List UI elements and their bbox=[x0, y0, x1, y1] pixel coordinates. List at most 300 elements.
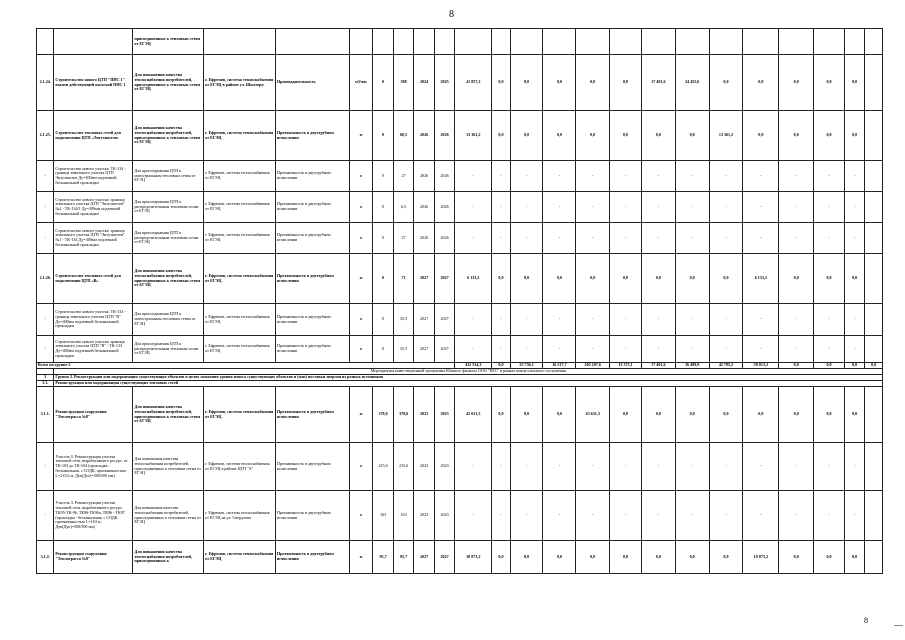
table-cell: 2023 bbox=[434, 443, 455, 491]
table-row bbox=[37, 304, 883, 336]
table-row bbox=[37, 55, 883, 111]
table-cell: 0 bbox=[373, 336, 394, 363]
table-cell: - bbox=[675, 223, 709, 254]
table-cell: - bbox=[510, 161, 543, 192]
table-cell: 2026 bbox=[414, 111, 435, 161]
table-row bbox=[37, 29, 883, 55]
table-cell: - bbox=[844, 192, 865, 223]
table-cell: - bbox=[543, 192, 576, 223]
table-cell: - bbox=[779, 336, 814, 363]
unit-cell: м bbox=[349, 491, 373, 541]
table-cell: 0,0 bbox=[779, 387, 814, 443]
row-number: - bbox=[37, 161, 54, 192]
table-cell: 0,0 bbox=[844, 111, 865, 161]
table-cell: 0,0 bbox=[814, 55, 845, 111]
table-cell: 2023 bbox=[434, 387, 455, 443]
unit-cell: м bbox=[349, 254, 373, 304]
table-cell: 0,0 bbox=[844, 541, 865, 574]
project-name: Строительство нового участка: граница земельного участка ЦТП "В" - ТК-133 Ду=400мм подземной бесканальной прокладки bbox=[54, 336, 133, 363]
table-cell: - bbox=[814, 161, 845, 192]
table-cell: 13 361,2 bbox=[709, 111, 743, 161]
table-cell: - bbox=[610, 192, 642, 223]
table-cell: - bbox=[543, 336, 576, 363]
parameter-cell: Протяженность в двухтрубном исчислении bbox=[275, 192, 349, 223]
table-cell: - bbox=[814, 336, 845, 363]
table-cell: 0,0 bbox=[510, 55, 543, 111]
table-cell: 0 bbox=[373, 111, 394, 161]
table-cell: 2027 bbox=[414, 254, 435, 304]
table-cell: 2027 bbox=[434, 304, 455, 336]
table-cell: - bbox=[709, 443, 743, 491]
purpose-cell: Для повышения качества теплоснабжения потребителей, присоединенных к тепловым сетям от ЕГЭЦ bbox=[133, 491, 204, 541]
total-cost-cell: 43 631,3 bbox=[455, 387, 492, 443]
unit-cell: м bbox=[349, 161, 373, 192]
table-cell: 0,0 bbox=[492, 387, 510, 443]
group-number: 3 bbox=[37, 375, 54, 381]
total-cost-cell: - bbox=[455, 223, 492, 254]
project-name: Строительство нового участка: ТК-134 - граница земельного участка ЦТП Энтузиастов Ду=300мм подземной бесканальной прокладки bbox=[54, 161, 133, 192]
table-cell: 0,0 bbox=[709, 387, 743, 443]
parameter-cell: Протяженность в двухтрубном исчислении bbox=[275, 491, 349, 541]
table-cell: 215,6 bbox=[393, 443, 414, 491]
table-cell: 0,0 bbox=[543, 387, 576, 443]
project-name: Участок 3. Реконструкция участка тепловой сети, выработавшего ресурс: ТК95-ТК-96, ТК96-ТК96а, ТК96 - ТК97 (прокладка - бесканальная, с СОДК, протяженностью L=163 м, Дув(Дуо)=500/500 мм) bbox=[54, 491, 133, 541]
row-number: 2.1.26. bbox=[37, 254, 54, 304]
table-cell: 17 401,6 bbox=[641, 55, 675, 111]
table-cell: 0,0 bbox=[743, 111, 779, 161]
table-cell: - bbox=[576, 192, 610, 223]
table-cell: - bbox=[543, 491, 576, 541]
table-cell: 0,0 bbox=[779, 111, 814, 161]
table-cell: 0,0 bbox=[641, 541, 675, 574]
page-number-bottom: 8 bbox=[864, 616, 868, 625]
table-cell: 0,0 bbox=[814, 387, 845, 443]
parameter-cell: Протяженность в двухтрубном исчислении bbox=[275, 161, 349, 192]
table-cell: 0,0 bbox=[510, 387, 543, 443]
table-cell: - bbox=[779, 223, 814, 254]
purpose-cell: Для повышения качества теплоснабжения потребителей, присоединенных к тепловым сетям от ЕГЭЦ bbox=[133, 55, 204, 111]
table-cell: 0,0 bbox=[675, 541, 709, 574]
table-cell: - bbox=[610, 336, 642, 363]
unit-cell: м3/час bbox=[349, 55, 373, 111]
table-cell: 2027 bbox=[414, 336, 435, 363]
row-number: - bbox=[37, 304, 54, 336]
table-cell: 0,0 bbox=[641, 111, 675, 161]
table-cell: - bbox=[709, 223, 743, 254]
table-cell: 0,0 bbox=[844, 387, 865, 443]
project-name: Реконструкция сооружения "Теплотрасса №8" bbox=[54, 541, 133, 574]
location-cell: г. Ефремов, система теплоснабжения от ЕГЭЦ bbox=[204, 541, 276, 574]
unit-cell: м bbox=[349, 541, 373, 574]
parameter-cell: Протяженность в двухтрубном исчислении bbox=[275, 111, 349, 161]
total-cost-cell: - bbox=[455, 491, 492, 541]
table-cell: 27 bbox=[393, 161, 414, 192]
table-cell: - bbox=[844, 304, 865, 336]
table-cell: 2024 bbox=[414, 55, 435, 111]
table-cell: - bbox=[576, 443, 610, 491]
row-number: - bbox=[37, 491, 54, 541]
table-cell: 0,0 bbox=[641, 254, 675, 304]
table-cell: 13 373,1 bbox=[610, 363, 642, 369]
table-cell: 58 013,2 bbox=[743, 363, 779, 369]
table-row bbox=[37, 387, 883, 443]
group-number: 3.1. bbox=[37, 381, 54, 387]
concession-note: Мероприятия инвестиционной программы Южного филиала ООО "КЕС" в рамках концессионного соглашения bbox=[54, 369, 883, 375]
table-cell: 0,0 bbox=[779, 541, 814, 574]
table-cell: 2026 bbox=[434, 192, 455, 223]
table-cell: 0,0 bbox=[610, 254, 642, 304]
table-cell: 0,0 bbox=[814, 541, 845, 574]
total-cost-cell: 41 857,2 bbox=[455, 55, 492, 111]
table-cell: 0,0 bbox=[610, 387, 642, 443]
purpose-cell: Для повышения качества теплоснабжения потребителей, присоединенных к тепловым сетям от ЕГЭЦ bbox=[133, 387, 204, 443]
table-cell: 202 207,6 bbox=[576, 363, 610, 369]
table-cell: - bbox=[743, 161, 779, 192]
table-cell: 2027 bbox=[414, 304, 435, 336]
table-cell: - bbox=[709, 192, 743, 223]
table-cell: - bbox=[641, 223, 675, 254]
table-cell: 0,0 bbox=[510, 254, 543, 304]
table-cell: 2027 bbox=[434, 336, 455, 363]
table-cell: 16 517,7 bbox=[543, 363, 576, 369]
total-cost-cell: - bbox=[455, 336, 492, 363]
purpose-cell: Для повышения качества теплоснабжения потребителей, присоединенных к тепловым сетям от ЕГЭЦ bbox=[133, 254, 204, 304]
unit-cell: м bbox=[349, 443, 373, 491]
table-cell: 0,0 bbox=[814, 254, 845, 304]
table-row bbox=[37, 541, 883, 574]
page-number-top: 8 bbox=[449, 9, 454, 20]
table-cell: 163 bbox=[373, 491, 394, 541]
table-cell: 0 bbox=[373, 304, 394, 336]
parameter-cell: Протяженность в двухтрубном исчислении bbox=[275, 443, 349, 491]
table-cell: - bbox=[844, 336, 865, 363]
table-cell: 0,0 bbox=[492, 363, 510, 369]
table-cell: 2026 bbox=[414, 223, 435, 254]
unit-cell: м bbox=[349, 223, 373, 254]
table-cell: 95,7 bbox=[373, 541, 394, 574]
table-cell: 0,0 bbox=[610, 55, 642, 111]
table-cell: 0,0 bbox=[492, 55, 510, 111]
table-cell: - bbox=[543, 443, 576, 491]
table-cell: - bbox=[492, 161, 510, 192]
table-cell: 27 bbox=[393, 223, 414, 254]
table-cell: 0,0 bbox=[779, 254, 814, 304]
table-row bbox=[37, 161, 883, 192]
table-cell: 24 455,6 bbox=[675, 55, 709, 111]
group-title: Реконструкция или модернизация существующих тепловых сетей bbox=[54, 381, 883, 387]
table-cell: - bbox=[709, 336, 743, 363]
table-cell: 378,6 bbox=[373, 387, 394, 443]
table-cell: 0,0 bbox=[641, 387, 675, 443]
table-cell: 0,0 bbox=[492, 111, 510, 161]
table-cell: 0,0 bbox=[543, 55, 576, 111]
table-cell: 0,0 bbox=[814, 363, 845, 369]
table-cell: 163 bbox=[393, 491, 414, 541]
table-cell: - bbox=[492, 223, 510, 254]
table-cell: 2023 bbox=[434, 491, 455, 541]
purpose-cell: Для повышения качества теплоснабжения потребителей, присоединенных к тепловым сетям от ЕГЭЦ bbox=[133, 443, 204, 491]
row-number: 2.1.24. bbox=[37, 55, 54, 111]
table-cell: 0 bbox=[373, 223, 394, 254]
parameter-cell: Протяженность в двухтрубном исчислении bbox=[275, 387, 349, 443]
table-cell: - bbox=[576, 491, 610, 541]
table-cell: 2027 bbox=[434, 541, 455, 574]
row-number: - bbox=[37, 336, 54, 363]
table-cell: 6 133,2 bbox=[743, 254, 779, 304]
table-cell: - bbox=[610, 161, 642, 192]
table-cell: 10 873,2 bbox=[743, 541, 779, 574]
location-cell: г. Ефремов, система теплоснабжения от ЕГЭЦ bbox=[204, 254, 276, 304]
table-cell: - bbox=[675, 304, 709, 336]
table-cell: 95,7 bbox=[393, 541, 414, 574]
location-cell: г. Ефремов, система теплоснабжения от ЕГЭЦ bbox=[204, 223, 276, 254]
purpose-cell: Для присоединения ЦТП к магистральным тепловым сетям от ЕГЭЦ bbox=[133, 304, 204, 336]
project-name: Строительство нового участка: граница земельного участка ЦТП "Энтузиастов" №1 - ТК-134 Ду=300мм подземной бесканальной прокладки bbox=[54, 223, 133, 254]
table-cell: - bbox=[576, 223, 610, 254]
unit-cell: м bbox=[349, 336, 373, 363]
table-cell: 2027 bbox=[434, 254, 455, 304]
table-cell: 0 bbox=[373, 254, 394, 304]
table-cell: - bbox=[576, 161, 610, 192]
group-total-value: 412 534,3 bbox=[455, 363, 492, 369]
table-cell: - bbox=[641, 491, 675, 541]
table-cell: 0,0 bbox=[709, 254, 743, 304]
table-cell: - bbox=[610, 443, 642, 491]
table-row bbox=[37, 443, 883, 491]
table-body bbox=[37, 29, 883, 574]
project-name: Реконструкция сооружения "Теплотрасса №8" bbox=[54, 387, 133, 443]
table-cell: 215,6 bbox=[373, 443, 394, 491]
table-row bbox=[37, 192, 883, 223]
table-cell: - bbox=[675, 161, 709, 192]
table-cell: 0,0 bbox=[610, 111, 642, 161]
table-cell: 0,0 bbox=[610, 541, 642, 574]
table-cell: 0,0 bbox=[814, 111, 845, 161]
table-row bbox=[37, 254, 883, 304]
table-cell: 2026 bbox=[434, 111, 455, 161]
project-name: Строительство тепловых сетей для подключения ЦТП «В» bbox=[54, 254, 133, 304]
table-cell: 6,5 bbox=[393, 192, 414, 223]
table-cell: 0,0 bbox=[576, 541, 610, 574]
table-cell: - bbox=[814, 304, 845, 336]
location-cell: г. Ефремов, система теплоснабжения от ЕГЭЦ в районе ЦТП "А" bbox=[204, 443, 276, 491]
table-cell: 0 bbox=[373, 192, 394, 223]
table-cell: - bbox=[610, 491, 642, 541]
table-cell: - bbox=[641, 192, 675, 223]
row-number: 2.1.25. bbox=[37, 111, 54, 161]
table-row bbox=[37, 223, 883, 254]
table-cell: 0,0 bbox=[510, 111, 543, 161]
unit-cell: м bbox=[349, 387, 373, 443]
group-title: Группа 3. Реконструкция или модернизация существующих объектов в целях снижения уровня износа существующих объектов и (или) поставки энергии из разных источников bbox=[54, 375, 883, 381]
total-cost-cell: - bbox=[455, 304, 492, 336]
table-cell bbox=[54, 29, 133, 55]
table-cell: 0,0 bbox=[576, 254, 610, 304]
table-cell: 71 bbox=[393, 254, 414, 304]
table-cell: - bbox=[576, 336, 610, 363]
table-cell: - bbox=[709, 304, 743, 336]
table-cell: - bbox=[779, 161, 814, 192]
total-cost-cell: - bbox=[455, 443, 492, 491]
table-cell: 0,0 bbox=[543, 541, 576, 574]
table-cell: - bbox=[610, 223, 642, 254]
row-number: - bbox=[37, 443, 54, 491]
purpose-cell: Для присоединения ЦТП к магистральным тепловым сетям от ЕГЭЦ bbox=[133, 161, 204, 192]
table-cell: - bbox=[743, 336, 779, 363]
table-cell: 0,0 bbox=[844, 55, 865, 111]
location-cell: г. Ефремов, система теплоснабжения от ЕГЭЦ bbox=[204, 161, 276, 192]
table-cell: 35,5 bbox=[393, 336, 414, 363]
location-cell: г. Ефремов, система теплоснабжения от ЕГЭЦ bbox=[204, 111, 276, 161]
table-cell: 43 631,3 bbox=[576, 387, 610, 443]
purpose-cell: присоединенных к тепловым сетям от ЕГЭЦ bbox=[133, 29, 204, 55]
table-cell: - bbox=[779, 491, 814, 541]
purpose-cell: Для присоединения ЦТП к распределительным тепловым сетям от ЕГЭЦ bbox=[133, 336, 204, 363]
table-cell: 0,0 bbox=[510, 541, 543, 574]
table-cell: 0,0 bbox=[576, 111, 610, 161]
parameter-cell: Протяженность в двухтрубном исчислении bbox=[275, 304, 349, 336]
table-cell: 0,0 bbox=[709, 55, 743, 111]
page-corner-mark: — bbox=[894, 620, 903, 630]
total-cost-cell: 13 361,2 bbox=[455, 111, 492, 161]
table-cell: - bbox=[743, 304, 779, 336]
table-cell: - bbox=[492, 192, 510, 223]
table-cell: 35,5 bbox=[393, 304, 414, 336]
table-cell: 0,0 bbox=[844, 254, 865, 304]
purpose-cell: Для повышения качества теплоснабжения потребителей, присоединенных к тепловым сетям от ЕГЭЦ bbox=[133, 111, 204, 161]
table-cell: - bbox=[844, 223, 865, 254]
table-cell: - bbox=[492, 336, 510, 363]
table-cell: - bbox=[814, 223, 845, 254]
table-cell: - bbox=[743, 443, 779, 491]
table-cell: - bbox=[814, 491, 845, 541]
table-cell: 42 785,2 bbox=[709, 363, 743, 369]
parameter-cell: Протяженность в двухтрубном исчислении bbox=[275, 541, 349, 574]
table-cell: - bbox=[814, 443, 845, 491]
location-cell: г. Ефремов, система теплоснабжения от ЕГЭЦ bbox=[204, 304, 276, 336]
table-cell: - bbox=[510, 443, 543, 491]
purpose-cell: Для повышения качества теплоснабжения потребителей, присоединенных к bbox=[133, 541, 204, 574]
table-cell: - bbox=[675, 336, 709, 363]
table-cell: 2023 bbox=[414, 443, 435, 491]
table-cell: 0,0 bbox=[709, 541, 743, 574]
table-cell: - bbox=[510, 304, 543, 336]
location-cell: г. Ефремов, система теплоснабжения от ЕГЭЦ в районе ул. Шиллера bbox=[204, 55, 276, 111]
table-cell: 25 736,1 bbox=[510, 363, 543, 369]
table-cell: - bbox=[844, 161, 865, 192]
parameter-cell: Производительность bbox=[275, 55, 349, 111]
table-cell: 2026 bbox=[434, 223, 455, 254]
table-cell: - bbox=[510, 223, 543, 254]
table-cell: 0,0 bbox=[844, 363, 865, 369]
table-cell: 0,0 bbox=[743, 387, 779, 443]
table-cell bbox=[37, 29, 54, 55]
unit-cell: м bbox=[349, 304, 373, 336]
table-cell: 0,0 bbox=[543, 111, 576, 161]
table-cell: - bbox=[492, 304, 510, 336]
location-cell: г. Ефремов, система теплоснабжения от ЕГЭЦ bbox=[204, 336, 276, 363]
parameter-cell: Протяженность в двухтрубном исчислении bbox=[275, 223, 349, 254]
table-cell: - bbox=[743, 192, 779, 223]
table-cell: 0,0 bbox=[779, 55, 814, 111]
total-cost-cell: 10 873,2 bbox=[455, 541, 492, 574]
table-cell: 0,0 bbox=[779, 363, 814, 369]
table-cell: 0,0 bbox=[576, 55, 610, 111]
table-cell: - bbox=[543, 223, 576, 254]
table-cell: 0,0 bbox=[743, 55, 779, 111]
table-cell: - bbox=[543, 161, 576, 192]
table-cell: 0,0 bbox=[675, 387, 709, 443]
table-cell: - bbox=[743, 491, 779, 541]
table-cell: - bbox=[709, 161, 743, 192]
table-cell: - bbox=[743, 223, 779, 254]
parameter-cell: Протяженность в двухтрубном исчислении bbox=[275, 336, 349, 363]
table-row bbox=[37, 336, 883, 363]
table-cell: 60,5 bbox=[393, 111, 414, 161]
table-cell: 0 bbox=[373, 55, 394, 111]
table-cell: 2025 bbox=[434, 55, 455, 111]
table-cell: - bbox=[675, 491, 709, 541]
table-cell: 0,0 bbox=[543, 254, 576, 304]
project-name: Строительство нового участка: ТК-133 - граница земельного участка ЦТП "В" Ду=400мм подземной бесканальной прокладки bbox=[54, 304, 133, 336]
table-cell: - bbox=[492, 443, 510, 491]
table-cell: - bbox=[641, 161, 675, 192]
group-total-label: Всего по группе 2 bbox=[37, 363, 455, 369]
table-cell: - bbox=[576, 304, 610, 336]
project-name: Строительство нового ЦТП "ПНС 1" взамен действующей насосной ПНС 1 bbox=[54, 55, 133, 111]
location-cell: г. Ефремов, система теплоснабжения от ЕГЭЦ на ул. Свердлова bbox=[204, 491, 276, 541]
row-number: 3.1.2. bbox=[37, 541, 54, 574]
table-cell: - bbox=[779, 304, 814, 336]
table-cell: 0,0 bbox=[865, 363, 883, 369]
row-number: - bbox=[37, 223, 54, 254]
total-cost-cell: - bbox=[455, 161, 492, 192]
unit-cell: м bbox=[349, 111, 373, 161]
table-cell: - bbox=[709, 491, 743, 541]
table-cell: - bbox=[844, 443, 865, 491]
table-cell: - bbox=[814, 192, 845, 223]
table-cell: - bbox=[492, 491, 510, 541]
table-cell: - bbox=[844, 491, 865, 541]
table-cell: 0,0 bbox=[675, 111, 709, 161]
table-cell: 17 401,6 bbox=[641, 363, 675, 369]
table-cell: 2026 bbox=[414, 161, 435, 192]
project-name: Строительство тепловых сетей для подключения ЦТП «Энтузиастов» bbox=[54, 111, 133, 161]
table-cell: - bbox=[779, 443, 814, 491]
row-number: - bbox=[37, 192, 54, 223]
table-cell: 2026 bbox=[434, 161, 455, 192]
purpose-cell: Для присоединения ЦТП к распределительным тепловым сетям от ЕГЭЦ bbox=[133, 223, 204, 254]
table-cell: - bbox=[510, 192, 543, 223]
location-cell: г. Ефремов, система теплоснабжения от ЕГЭЦ bbox=[204, 192, 276, 223]
table-cell: - bbox=[543, 304, 576, 336]
table-cell: 2023 bbox=[414, 387, 435, 443]
table-cell: - bbox=[510, 491, 543, 541]
table-cell: 0,0 bbox=[492, 254, 510, 304]
unit-cell: м bbox=[349, 192, 373, 223]
purpose-cell: Для присоединения ЦТП к распределительным тепловым сетям от ЕГЭЦ bbox=[133, 192, 204, 223]
project-name: Строительство нового участка: граница земельного участка ЦТП "Энтузиастов" №2 - ТК-134/1 Ду=300мм подземной бесканальной прокладки bbox=[54, 192, 133, 223]
table-cell: - bbox=[641, 304, 675, 336]
table-cell: - bbox=[610, 304, 642, 336]
table-cell: 36 499,9 bbox=[675, 363, 709, 369]
table-row bbox=[37, 111, 883, 161]
project-name: Участок 0. Реконструкция участка тепловой сети, выработавшего ресурс: от ТК-103 до ТК-104 (прокладка - бесканальная, с СОДК, протяженностью L=215,6 м, Дув(Дуо)=500/500 мм) bbox=[54, 443, 133, 491]
table-cell: - bbox=[641, 336, 675, 363]
investment-program-table bbox=[36, 28, 883, 574]
table-cell: 2023 bbox=[414, 491, 435, 541]
table-cell: - bbox=[675, 192, 709, 223]
